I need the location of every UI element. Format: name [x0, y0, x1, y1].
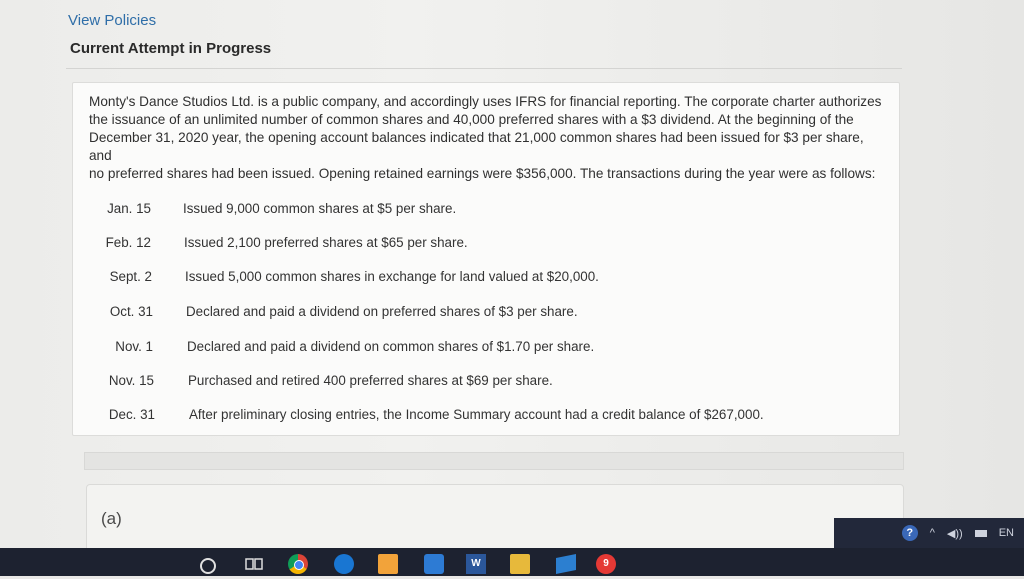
transaction-date: Jan. 15 — [107, 201, 151, 216]
help-icon[interactable]: ? — [902, 525, 918, 541]
transaction-row — [73, 269, 893, 293]
transaction-description: Issued 9,000 common shares at $5 per share. — [183, 201, 457, 216]
transaction-row — [73, 304, 893, 328]
transaction-description: After preliminary closing entries, the Income Summary account had a credit balance of $267,000. — [189, 407, 764, 422]
problem-card — [72, 82, 900, 436]
transaction-description: Purchased and retired 400 preferred shares at $69 per share. — [188, 373, 553, 388]
mail-icon[interactable] — [424, 554, 444, 574]
transaction-date: Sept. 2 — [109, 269, 152, 284]
transaction-description: Issued 5,000 common shares in exchange for land valued at $20,000. — [185, 269, 599, 284]
intro-line: no preferred shares had been issued. Opening retained earnings were $356,000. The transactions during the year were as follows: — [89, 166, 876, 181]
language-indicator[interactable]: EN — [998, 527, 1014, 539]
file-explorer-icon[interactable] — [510, 554, 530, 574]
chrome-icon[interactable] — [288, 554, 308, 574]
task-view-icon[interactable] — [244, 554, 264, 574]
store-icon[interactable] — [378, 554, 398, 574]
cortana-icon[interactable] — [200, 558, 216, 574]
spacer-panel — [84, 452, 904, 470]
header-divider — [66, 68, 902, 69]
chevron-up-icon[interactable]: ^ — [929, 527, 935, 539]
transaction-description: Issued 2,100 preferred shares at $65 per share. — [184, 235, 468, 250]
intro-line: Monty's Dance Studios Ltd. is a public company, and accordingly uses IFRS for financial reporting. The corporate charter authorizes — [89, 94, 882, 109]
view-policies-link[interactable]: View Policies — [68, 12, 157, 29]
intro-line: December 31, 2020 year, the opening account balances indicated that 21,000 common shares had been issued for $3 per share, and — [89, 130, 864, 163]
transaction-row — [73, 407, 893, 431]
transaction-date: Nov. 15 — [108, 373, 154, 388]
part-a-label: (a) — [101, 509, 122, 528]
problem-intro — [89, 93, 889, 183]
battery-icon[interactable] — [975, 530, 987, 537]
transaction-description: Declared and paid a dividend on common shares of $1.70 per share. — [187, 339, 595, 354]
transaction-row — [73, 235, 893, 259]
part-a-card — [86, 484, 904, 556]
transaction-date: Nov. 1 — [115, 339, 153, 354]
transaction-date: Feb. 12 — [105, 235, 151, 250]
transaction-row — [73, 201, 893, 225]
intro-line: the issuance of an unlimited number of common shares and 40,000 preferred shares with a $3 dividend. At the beginning of the — [89, 112, 854, 127]
word-icon[interactable]: W — [466, 554, 486, 574]
transaction-description: Declared and paid a dividend on preferred shares of $3 per share. — [186, 304, 578, 319]
transaction-row — [73, 373, 893, 397]
system-tray — [834, 518, 1024, 548]
volume-icon[interactable]: ◀)) — [946, 527, 963, 540]
attempt-title: Current Attempt in Progress — [70, 40, 272, 57]
red-app-icon[interactable]: 9 — [596, 554, 616, 574]
transaction-date: Dec. 31 — [108, 407, 155, 422]
transaction-row — [73, 339, 893, 363]
edge-icon[interactable] — [334, 554, 354, 574]
transaction-date: Oct. 31 — [109, 304, 153, 319]
